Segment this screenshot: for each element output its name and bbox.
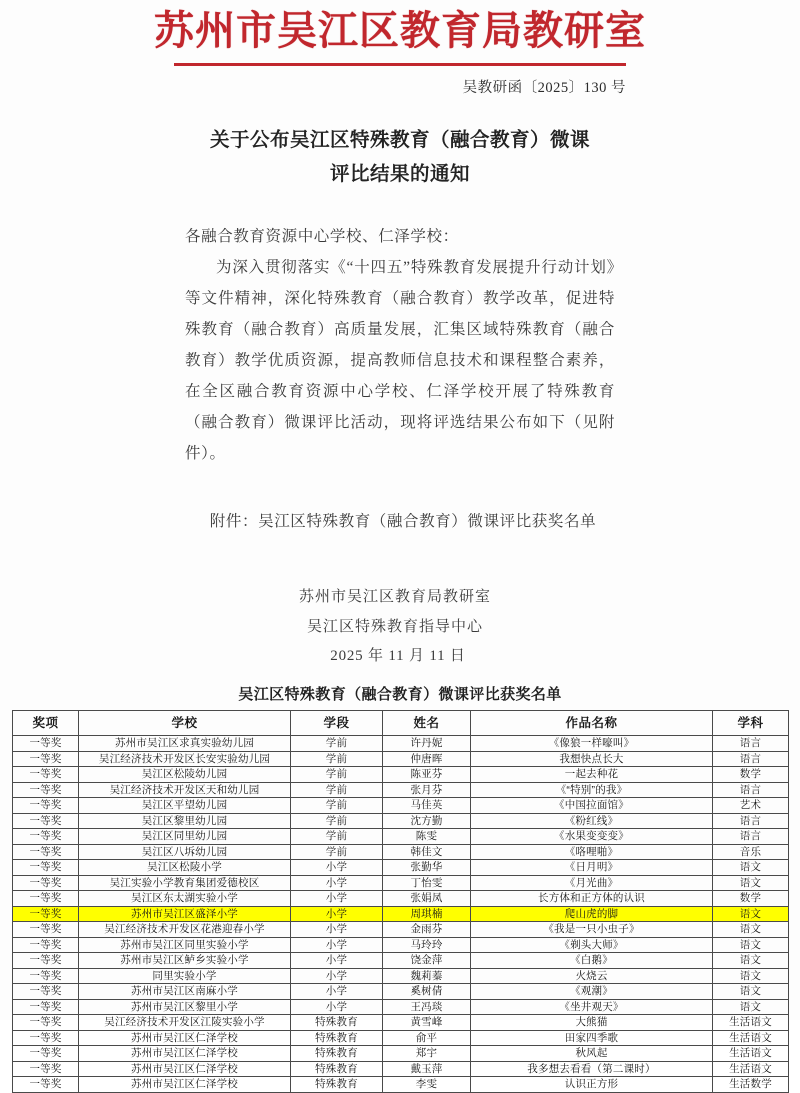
table-cell: 张月芬 bbox=[383, 782, 471, 798]
letterhead bbox=[0, 0, 800, 97]
table-cell: 一等奖 bbox=[13, 1030, 79, 1046]
table-cell: 《白鹅》 bbox=[471, 953, 713, 969]
table-row bbox=[13, 751, 789, 767]
table-cell: 学前 bbox=[291, 829, 383, 845]
table-cell: 奚树倩 bbox=[383, 984, 471, 1000]
table-cell: 苏州市吴江区鲈乡实验小学 bbox=[79, 953, 291, 969]
table-row bbox=[13, 860, 789, 876]
table-cell: 特殊教育 bbox=[291, 1015, 383, 1031]
table-cell: 马玲玲 bbox=[383, 937, 471, 953]
table-cell: 语文 bbox=[713, 999, 789, 1015]
table-cell: 吴江经济技术开发区花港迎春小学 bbox=[79, 922, 291, 938]
column-header-0: 奖项 bbox=[13, 711, 79, 736]
table-cell: 长方体和正方体的认识 bbox=[471, 891, 713, 907]
table-cell: 《观潮》 bbox=[471, 984, 713, 1000]
table-header-row bbox=[13, 711, 789, 736]
table-cell: 语文 bbox=[713, 875, 789, 891]
column-header-4: 作品名称 bbox=[471, 711, 713, 736]
table-cell: 一等奖 bbox=[13, 751, 79, 767]
table-cell: 生活语文 bbox=[713, 1015, 789, 1031]
table-cell: 语言 bbox=[713, 736, 789, 752]
table-row bbox=[13, 953, 789, 969]
table-cell: 一等奖 bbox=[13, 937, 79, 953]
table-cell: 语文 bbox=[713, 860, 789, 876]
table-cell: 《我是一只小虫子》 bbox=[471, 922, 713, 938]
table-cell: 小学 bbox=[291, 999, 383, 1015]
table-cell: 许丹妮 bbox=[383, 736, 471, 752]
table-row bbox=[13, 1030, 789, 1046]
table-cell: 戴玉萍 bbox=[383, 1061, 471, 1077]
table-cell: 语言 bbox=[713, 751, 789, 767]
table-cell: 小学 bbox=[291, 968, 383, 984]
table-cell: 《“特别”的我》 bbox=[471, 782, 713, 798]
table-cell: 《中国拉面馆》 bbox=[471, 798, 713, 814]
table-row bbox=[13, 813, 789, 829]
signature-org-2: 吴江区特殊教育指导中心 bbox=[306, 618, 483, 635]
table-cell: 《粉红线》 bbox=[471, 813, 713, 829]
table-cell: 一等奖 bbox=[13, 767, 79, 783]
table-cell: 李雯 bbox=[383, 1077, 471, 1093]
table-cell: 特殊教育 bbox=[291, 1061, 383, 1077]
table-cell: 小学 bbox=[291, 906, 383, 922]
table-row bbox=[13, 1077, 789, 1093]
table-cell: 学前 bbox=[291, 767, 383, 783]
table-cell: 小学 bbox=[291, 891, 383, 907]
table-row bbox=[13, 1061, 789, 1077]
column-header-1: 学校 bbox=[79, 711, 291, 736]
document-title-line-1: 关于公布吴江区特殊教育（融合教育）微课 bbox=[209, 129, 590, 151]
table-cell: 吴江经济技术开发区长安实验幼儿园 bbox=[79, 751, 291, 767]
table-cell: 我想快点长大 bbox=[471, 751, 713, 767]
table-cell: 特殊教育 bbox=[291, 1030, 383, 1046]
table-cell: 一等奖 bbox=[13, 1046, 79, 1062]
table-cell: 吴江区松陵小学 bbox=[79, 860, 291, 876]
table-row bbox=[13, 844, 789, 860]
table-cell: 小学 bbox=[291, 937, 383, 953]
table-cell: 一等奖 bbox=[13, 891, 79, 907]
table-cell: 我多想去看看（第二课时） bbox=[471, 1061, 713, 1077]
table-cell: 学前 bbox=[291, 813, 383, 829]
table-cell: 一等奖 bbox=[13, 875, 79, 891]
table-cell: 生活语文 bbox=[713, 1061, 789, 1077]
table-cell: 饶金萍 bbox=[383, 953, 471, 969]
table-cell: 金雨芬 bbox=[383, 922, 471, 938]
body-paragraph: 为深入贯彻落实《“十四五”特殊教育发展提升行动计划》等文件精神，深化特殊教育（融合教育）教学改革，促进特殊教育（融合教育）高质量发展，汇集区域特殊教育（融合教育）教学优质资源，提高教师信息技术和课程整合素养，在全区融合教育资源中心学校、仁泽学校开展了特殊教育（融合教育）微课评比活动，现将评选结果公布如下（见附件）。 bbox=[185, 259, 615, 463]
table-cell: 吴江区松陵幼儿园 bbox=[79, 767, 291, 783]
table-cell: 一等奖 bbox=[13, 829, 79, 845]
table-cell: 苏州市吴江区仁泽学校 bbox=[79, 1046, 291, 1062]
table-cell: 火烧云 bbox=[471, 968, 713, 984]
award-table bbox=[12, 710, 789, 1093]
table-cell: 一等奖 bbox=[13, 1061, 79, 1077]
table-cell: 《月光曲》 bbox=[471, 875, 713, 891]
table-cell: 特殊教育 bbox=[291, 1077, 383, 1093]
salutation: 各融合教育资源中心学校、仁泽学校： bbox=[185, 228, 459, 246]
table-cell: 生活语文 bbox=[713, 1046, 789, 1062]
table-cell: 一等奖 bbox=[13, 1015, 79, 1031]
table-cell: 语文 bbox=[713, 968, 789, 984]
table-cell: 学前 bbox=[291, 798, 383, 814]
table-cell: 秋风起 bbox=[471, 1046, 713, 1062]
table-cell: 《坐井观天》 bbox=[471, 999, 713, 1015]
table-cell: 小学 bbox=[291, 875, 383, 891]
table-cell: 张娟凤 bbox=[383, 891, 471, 907]
table-row bbox=[13, 1046, 789, 1062]
table-cell: 吴江区黎里幼儿园 bbox=[79, 813, 291, 829]
table-cell: 《咯哩啪》 bbox=[471, 844, 713, 860]
table-cell: 苏州市吴江区仁泽学校 bbox=[79, 1077, 291, 1093]
table-cell: 张勤华 bbox=[383, 860, 471, 876]
document-title-line-2: 评比结果的通知 bbox=[329, 163, 470, 186]
table-cell: 语文 bbox=[713, 937, 789, 953]
table-cell: 爬山虎的脚 bbox=[471, 906, 713, 922]
table-cell: 周琪楠 bbox=[383, 906, 471, 922]
signature-date: 2025 年 11 月 11 日 bbox=[330, 647, 466, 664]
table-row-highlighted bbox=[13, 906, 789, 922]
table-cell: 《像狼一样嚎叫》 bbox=[471, 736, 713, 752]
table-cell: 一等奖 bbox=[13, 860, 79, 876]
table-cell: 沈方勤 bbox=[383, 813, 471, 829]
table-cell: 苏州市吴江区黎里小学 bbox=[79, 999, 291, 1015]
column-header-5: 学科 bbox=[713, 711, 789, 736]
table-cell: 音乐 bbox=[713, 844, 789, 860]
table-cell: 语文 bbox=[713, 984, 789, 1000]
table-row bbox=[13, 968, 789, 984]
table-cell: 一等奖 bbox=[13, 782, 79, 798]
table-cell: 学前 bbox=[291, 782, 383, 798]
table-cell: 仲唐晖 bbox=[383, 751, 471, 767]
table-cell: 一等奖 bbox=[13, 922, 79, 938]
table-cell: 认识正方形 bbox=[471, 1077, 713, 1093]
table-cell: 小学 bbox=[291, 860, 383, 876]
award-table-head bbox=[13, 711, 789, 736]
table-cell: 生活语文 bbox=[713, 1030, 789, 1046]
document-title bbox=[165, 123, 635, 191]
table-cell: 陈雯 bbox=[383, 829, 471, 845]
table-cell: 语文 bbox=[713, 922, 789, 938]
table-caption: 吴江区特殊教育（融合教育）微课评比获奖名单 bbox=[238, 686, 562, 703]
table-cell: 学前 bbox=[291, 751, 383, 767]
document-body bbox=[185, 221, 615, 469]
table-cell: 语言 bbox=[713, 813, 789, 829]
signature-block bbox=[185, 583, 615, 671]
table-row bbox=[13, 767, 789, 783]
table-cell: 苏州市吴江区仁泽学校 bbox=[79, 1030, 291, 1046]
table-cell: 吴江区同里幼儿园 bbox=[79, 829, 291, 845]
table-cell: 特殊教育 bbox=[291, 1046, 383, 1062]
table-cell: 苏州市吴江区同里实验小学 bbox=[79, 937, 291, 953]
organization-title: 苏州市吴江区教育局教研室 bbox=[154, 9, 646, 53]
table-cell: 丁怡雯 bbox=[383, 875, 471, 891]
table-cell: 一等奖 bbox=[13, 1077, 79, 1093]
table-cell: 王冯琰 bbox=[383, 999, 471, 1015]
table-cell: 苏州市吴江区仁泽学校 bbox=[79, 1061, 291, 1077]
table-row bbox=[13, 736, 789, 752]
table-cell: 吴江经济技术开发区天和幼儿园 bbox=[79, 782, 291, 798]
table-cell: 小学 bbox=[291, 953, 383, 969]
table-cell: 苏州市吴江区南麻小学 bbox=[79, 984, 291, 1000]
table-cell: 俞平 bbox=[383, 1030, 471, 1046]
table-cell: 一等奖 bbox=[13, 984, 79, 1000]
table-row bbox=[13, 999, 789, 1015]
award-table-container bbox=[12, 710, 788, 1093]
table-cell: 魏莉蓁 bbox=[383, 968, 471, 984]
table-cell: 马佳英 bbox=[383, 798, 471, 814]
table-cell: 郑宇 bbox=[383, 1046, 471, 1062]
table-cell: 一等奖 bbox=[13, 953, 79, 969]
table-cell: 一起去种花 bbox=[471, 767, 713, 783]
table-cell: 语言 bbox=[713, 782, 789, 798]
table-cell: 小学 bbox=[291, 922, 383, 938]
table-row bbox=[13, 782, 789, 798]
attachment-note: 附件：吴江区特殊教育（融合教育）微课评比获奖名单 bbox=[209, 513, 597, 531]
table-cell: 语言 bbox=[713, 829, 789, 845]
table-row bbox=[13, 984, 789, 1000]
table-row bbox=[13, 922, 789, 938]
signature-org-1: 苏州市吴江区教育局教研室 bbox=[298, 589, 491, 606]
table-cell: 吴江区八坼幼儿园 bbox=[79, 844, 291, 860]
table-cell: 苏州市吴江区求真实验幼儿园 bbox=[79, 736, 291, 752]
table-cell: 学前 bbox=[291, 736, 383, 752]
table-cell: 陈亚芬 bbox=[383, 767, 471, 783]
table-cell: 艺术 bbox=[713, 798, 789, 814]
table-row bbox=[13, 1015, 789, 1031]
table-cell: 《日月明》 bbox=[471, 860, 713, 876]
table-cell: 一等奖 bbox=[13, 736, 79, 752]
table-cell: 韩佳文 bbox=[383, 844, 471, 860]
column-header-3: 姓名 bbox=[383, 711, 471, 736]
table-cell: 语文 bbox=[713, 953, 789, 969]
document-number: 吴教研函〔2025〕130 号 bbox=[462, 80, 626, 96]
table-cell: 数学 bbox=[713, 767, 789, 783]
table-cell: 一等奖 bbox=[13, 813, 79, 829]
table-row bbox=[13, 829, 789, 845]
letterhead-rule bbox=[174, 63, 626, 66]
table-cell: 田家四季歌 bbox=[471, 1030, 713, 1046]
table-row bbox=[13, 937, 789, 953]
table-cell: 吴江区平望幼儿园 bbox=[79, 798, 291, 814]
table-cell: 学前 bbox=[291, 844, 383, 860]
table-cell: 一等奖 bbox=[13, 798, 79, 814]
table-cell: 一等奖 bbox=[13, 844, 79, 860]
column-header-2: 学段 bbox=[291, 711, 383, 736]
table-cell: 吴江经济技术开发区江陵实验小学 bbox=[79, 1015, 291, 1031]
table-cell: 《剃头大师》 bbox=[471, 937, 713, 953]
table-cell: 黄雪峰 bbox=[383, 1015, 471, 1031]
table-cell: 苏州市吴江区盛泽小学 bbox=[79, 906, 291, 922]
table-cell: 语文 bbox=[713, 906, 789, 922]
table-cell: 一等奖 bbox=[13, 968, 79, 984]
table-row bbox=[13, 798, 789, 814]
award-table-body bbox=[13, 736, 789, 1093]
table-row bbox=[13, 875, 789, 891]
table-row bbox=[13, 891, 789, 907]
table-cell: 同里实验小学 bbox=[79, 968, 291, 984]
table-cell: 吴江区东太湖实验小学 bbox=[79, 891, 291, 907]
table-cell: 大熊猫 bbox=[471, 1015, 713, 1031]
table-cell: 生活数学 bbox=[713, 1077, 789, 1093]
table-cell: 一等奖 bbox=[13, 906, 79, 922]
table-cell: 吴江实验小学教育集团爱德校区 bbox=[79, 875, 291, 891]
table-cell: 小学 bbox=[291, 984, 383, 1000]
table-cell: 一等奖 bbox=[13, 999, 79, 1015]
table-cell: 《水果变变变》 bbox=[471, 829, 713, 845]
table-cell: 数学 bbox=[713, 891, 789, 907]
